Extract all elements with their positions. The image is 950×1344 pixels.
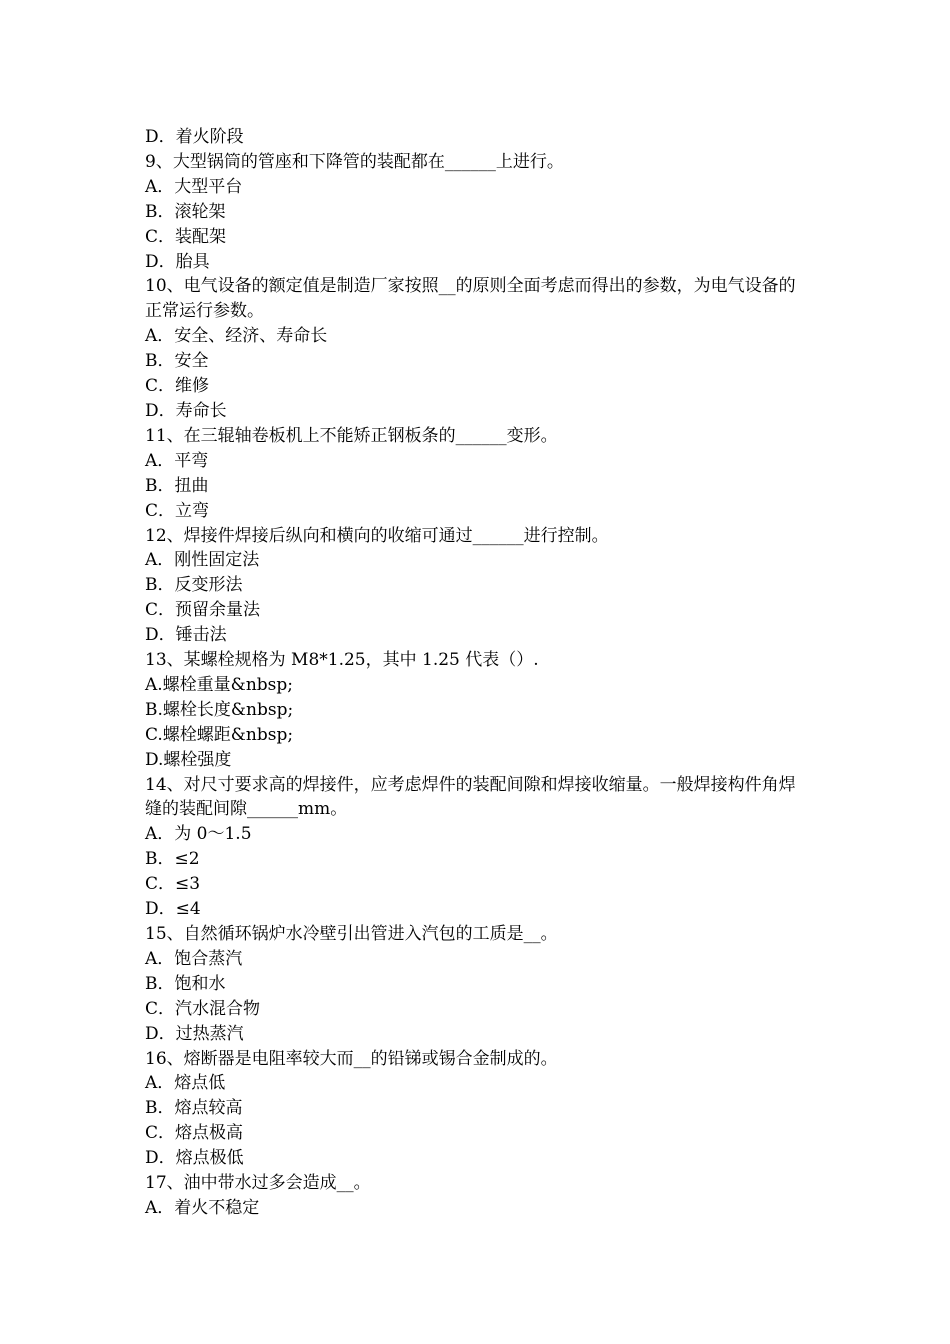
option-line: A．平弯 [145,450,209,471]
option-line: D．熔点极低 [145,1148,244,1169]
option-line: C．汽水混合物 [145,998,261,1019]
option-line: B．滚轮架 [145,201,226,222]
option-line: D．锤击法 [145,625,227,646]
option-line: D．≤4 [145,899,201,920]
option-line: B．扭曲 [145,475,209,496]
option-line: C．≤3 [145,874,201,895]
option-line: D．过热蒸汽 [145,1023,244,1044]
question-line: 12、焊接件焊接后纵向和横向的收缩可通过______进行控制。 [145,525,609,546]
option-line: C．预留余量法 [145,600,261,621]
option-line: D．着火阶段 [145,127,244,147]
question-line: 9、大型锅筒的管座和下降管的装配都在______上进行。 [145,151,564,172]
option-line: A．刚性固定法 [145,550,260,571]
question-line: 10、电气设备的额定值是制造厂家按照__的原则全面考虑而得出的参数，为电气设备的正常运行参数。 [145,276,796,322]
option-line: C．熔点极高 [145,1123,244,1144]
question-line: 15、自然循环锅炉水冷壁引出管进入汽包的工质是__。 [145,924,558,944]
option-line: C．装配架 [145,226,227,247]
option-line: B．饱和水 [145,973,226,994]
question-line: 16、熔断器是电阻率较大而__的铅锑或锡合金制成的。 [145,1048,558,1069]
option-line: B.螺栓长度&nbsp; [145,699,294,720]
option-line: B．≤2 [145,849,200,870]
question-line: 13、某螺栓规格为 M8*1.25，其中 1.25 代表（）. [145,650,539,671]
question-line: 14、对尺寸要求高的焊接件，应考虑焊件的装配间隙和焊接收缩量。一般焊接构件角焊缝的装配间隙______mm。 [145,774,796,820]
option-line: B．熔点较高 [145,1098,243,1119]
option-line: A．熔点低 [145,1073,226,1094]
option-line: C.螺栓螺距&nbsp; [145,724,294,745]
option-line: D.螺栓强度 [145,749,232,770]
option-line: A.螺栓重量&nbsp; [145,674,293,695]
option-line: B．安全 [145,351,209,372]
option-line: A．安全、经济、寿命长 [145,326,328,347]
option-line: C．维修 [145,376,210,397]
question-line: 11、在三辊轴卷板机上不能矫正钢板条的______变形。 [145,425,558,446]
option-line: A．着火不稳定 [145,1197,260,1218]
option-line: A．大型平台 [145,176,243,197]
option-line: D．胎具 [145,251,210,272]
option-line: A．为 0～1.5 [145,824,252,845]
option-line: C．立弯 [145,500,210,521]
option-line: B．反变形法 [145,575,243,596]
document-body [145,125,810,1221]
question-line: 17、油中带水过多会造成__。 [145,1173,371,1194]
option-line: A．饱合蒸汽 [145,948,243,969]
option-line: D．寿命长 [145,400,227,421]
